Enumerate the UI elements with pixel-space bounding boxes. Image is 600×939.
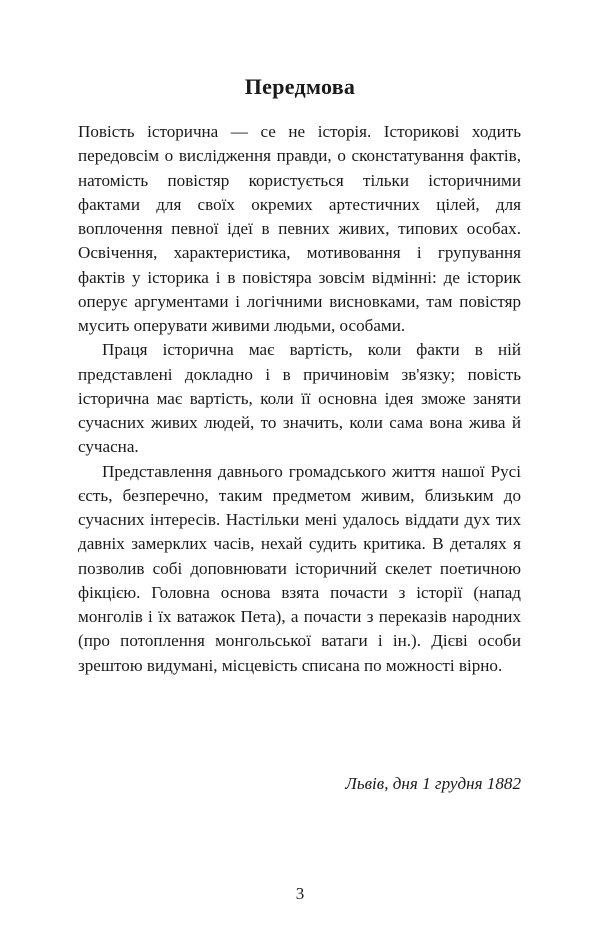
- paragraph-1: Повість історична — се не історія. Історикові ходить передовсім о вислідження правди, о сконстатування фактів, натомість повістяр користується тільки історичними фактами для своїх окремих артестичних цілей, для воплочення певної ідеї в певних живих, типових особах. Освічення, характеристика, мотивовання і групування фактів у історика і в повістяра зовсім відмінні: де історик оперує аргументами і логічними висновками, там повістяр мусить оперувати живими людьми, особами.: [78, 122, 521, 335]
- signature-line: Львів, дня 1 грудня 1882: [345, 774, 521, 793]
- page-title: Передмова: [244, 74, 356, 99]
- body-text: [78, 120, 521, 678]
- paragraph-3: Представлення давнього громадського життя нашої Русі єсть, безперечно, таким предметом живим, близьким до сучасних інтересів. Настільки мені удалось віддати дух тих давніх замерклих часів, нехай судить критика. В деталях я позволив собі доповнювати історичний скелет поетичною фікцією. Головна основа взята почасти з історії (напад монголів і їх ватажок Пета), а почасти з переказів народних (про потоплення монгольської ватаги і ін.). Дієві особи зрештою видумані, місцевість списана по можності вірно.: [78, 461, 521, 675]
- page-number: 3: [295, 884, 305, 903]
- paragraph-2: Праця історична має вартість, коли факти в ній представлені докладно і в причиновім зв'язку; повість історична має вартість, коли її основна ідея зможе заняти сучасних живих людей, то значить, коли сама вона жива й сучасна.: [78, 340, 521, 457]
